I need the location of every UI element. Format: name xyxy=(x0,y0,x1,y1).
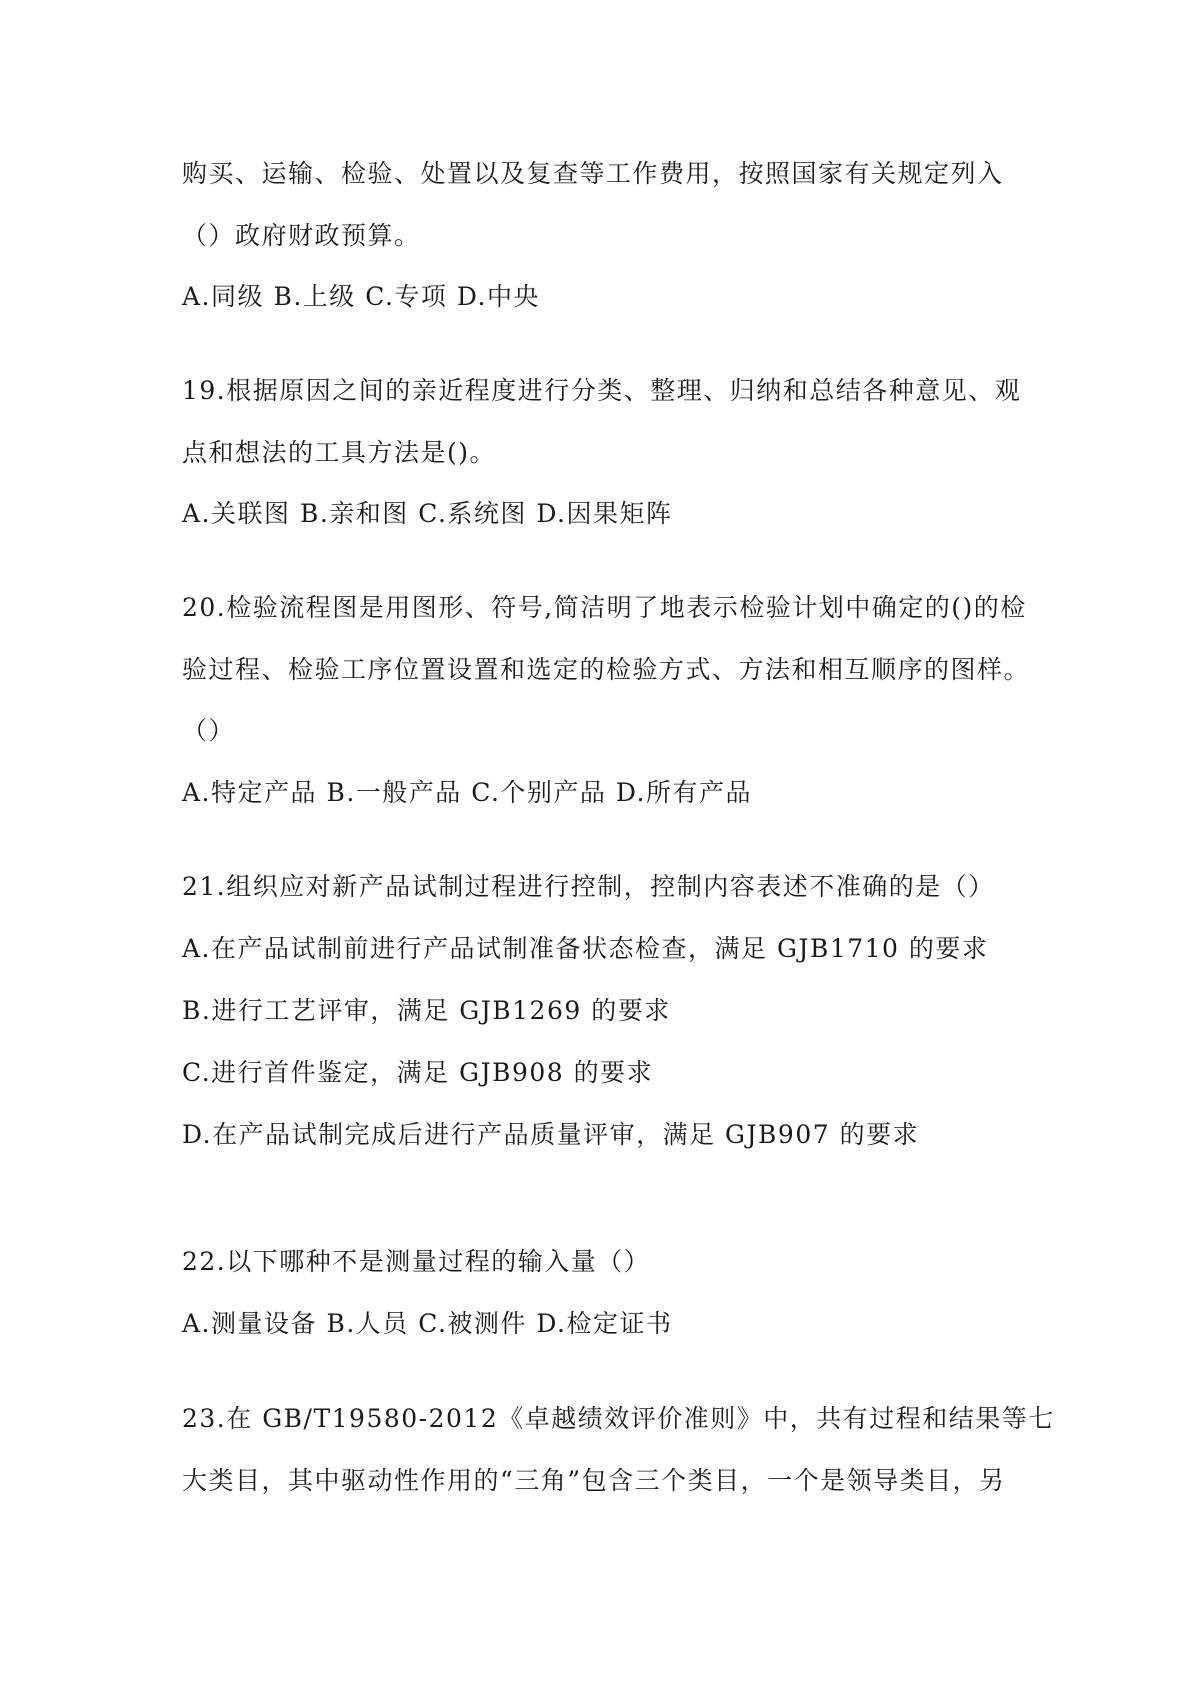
q21-option-b: B.进行工艺评审，满足 GJB1269 的要求 xyxy=(182,996,671,1025)
q21-option-a: A.在产品试制前进行产品试制准备状态检查，满足 GJB1710 的要求 xyxy=(182,934,989,963)
q22-options: A.测量设备 B.人员 C.被测件 D.检定证书 xyxy=(182,1309,673,1338)
q19-options: A.关联图 B.亲和图 C.系统图 D.因果矩阵 xyxy=(182,499,673,528)
q19-text-line-2: 点和想法的工具方法是()。 xyxy=(182,438,497,467)
q22-stem: 22.以下哪种不是测量过程的输入量（） xyxy=(182,1247,651,1276)
q18-options: A.同级 B.上级 C.专项 D.中央 xyxy=(182,282,540,311)
q20-options: A.特定产品 B.一般产品 C.个别产品 D.所有产品 xyxy=(182,778,752,807)
q20-text-line-1: 20.检验流程图是用图形、符号,简洁明了地表示检验计划中确定的()的检 xyxy=(182,593,1027,622)
q23-text-line-1: 23.在 GB/T19580-2012《卓越绩效评价准则》中，共有过程和结果等七 xyxy=(182,1404,1055,1433)
q18-text-line-1: 购买、运输、检验、处置以及复查等工作费用，按照国家有关规定列入 xyxy=(182,159,1004,188)
q21-stem: 21.组织应对新产品试制过程进行控制，控制内容表述不准确的是（） xyxy=(182,872,995,901)
q21-option-d: D.在产品试制完成后进行产品质量评审，满足 GJB907 的要求 xyxy=(182,1120,920,1149)
q23-text-line-2: 大类目，其中驱动性作用的“三角”包含三个类目，一个是领导类目，另 xyxy=(182,1466,1006,1495)
q20-text-line-3: （） xyxy=(182,716,236,745)
q21-option-c: C.进行首件鉴定，满足 GJB908 的要求 xyxy=(182,1058,654,1087)
q19-text-line-1: 19.根据原因之间的亲近程度进行分类、整理、归纳和总结各种意见、观 xyxy=(182,376,1022,405)
q20-text-line-2: 验过程、检验工序位置设置和选定的检验方式、方法和相互顺序的图样。 xyxy=(182,655,1031,684)
q18-text-line-2: （）政府财政预算。 xyxy=(182,221,421,250)
